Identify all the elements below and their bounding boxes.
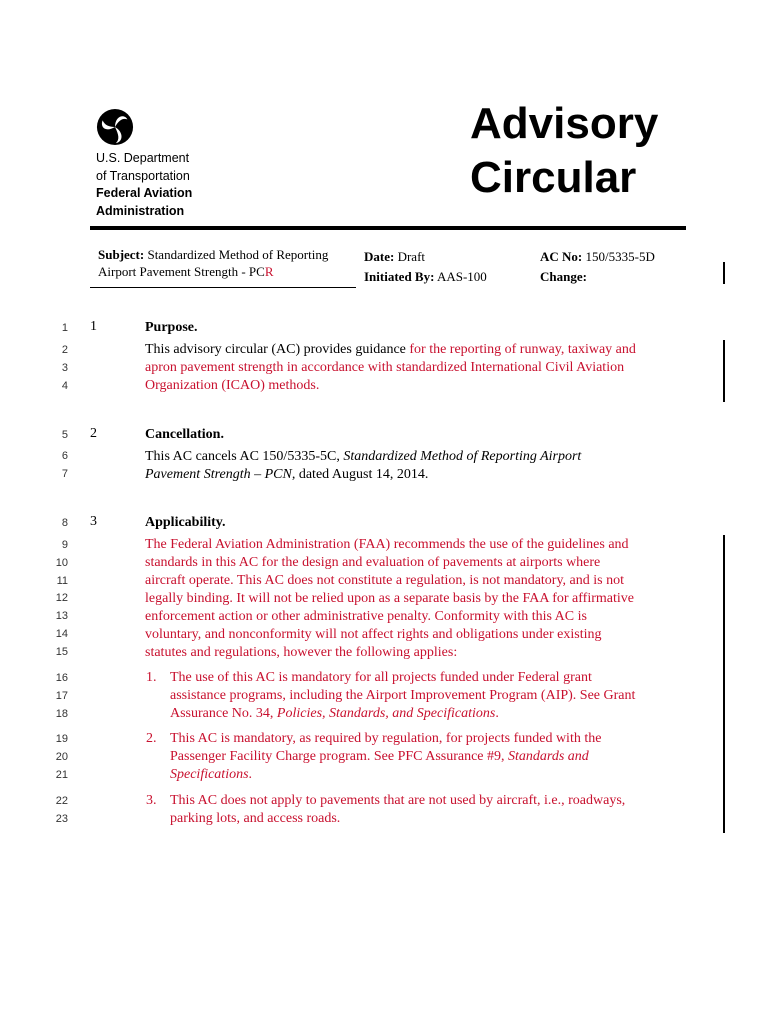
section-heading: Applicability. bbox=[145, 515, 226, 530]
list-item bbox=[146, 730, 685, 784]
line-number: 10 bbox=[55, 557, 68, 569]
line-number: 22 bbox=[55, 795, 68, 807]
line-number: 11 bbox=[56, 575, 68, 587]
applicability-line: legally binding. It will not be relied upon as a separate basis by the FAA for affirmative bbox=[145, 591, 634, 606]
line-number: 23 bbox=[55, 813, 68, 825]
line-number: 6 bbox=[61, 450, 68, 462]
agency-line-4: Administration bbox=[96, 203, 185, 218]
subject-text-2-revision: R bbox=[264, 264, 274, 279]
section-heading: Cancellation. bbox=[145, 427, 224, 442]
ac-block bbox=[540, 247, 655, 287]
change-bar bbox=[723, 535, 725, 833]
dot-triskelion-icon bbox=[96, 108, 134, 146]
applicability-line: standards in this AC for the design and evaluation of pavements at airports where bbox=[145, 555, 601, 570]
list-item-title: Standards and bbox=[508, 749, 589, 764]
line-number: 21 bbox=[55, 769, 68, 781]
cancellation-text-2: dated August 14, 2014. bbox=[295, 467, 429, 482]
section-number: 1 bbox=[90, 319, 97, 334]
subject-label: Subject: bbox=[98, 247, 145, 262]
list-item-line: assistance programs, including the Airport Improvement Program (AIP). See Grant bbox=[170, 688, 636, 703]
applicability-paragraph bbox=[145, 536, 685, 662]
date-value: Draft bbox=[397, 249, 426, 264]
line-number: 20 bbox=[55, 751, 68, 763]
purpose-text-2: apron pavement strength in accordance with standardized International Civil Aviation bbox=[145, 360, 625, 375]
purpose-text-3: Organization (ICAO) methods. bbox=[145, 378, 320, 393]
change-bar bbox=[723, 262, 725, 284]
subject-block bbox=[98, 246, 353, 280]
line-number: 14 bbox=[55, 628, 68, 640]
applicability-line: voluntary, and nonconformity will not affect rights and obligations under existing bbox=[145, 627, 602, 642]
list-item-number: 3. bbox=[146, 793, 157, 808]
section-number: 3 bbox=[90, 514, 97, 529]
agency-name bbox=[96, 150, 192, 220]
list-item bbox=[146, 792, 685, 828]
list-item-punct: . bbox=[248, 767, 253, 782]
line-number: 17 bbox=[55, 690, 68, 702]
applicability-line: aircraft operate. This AC does not constitute a regulation, is not mandatory, and is not bbox=[145, 573, 625, 588]
list-item-line: This AC does not apply to pavements that are not used by aircraft, i.e., roadways, bbox=[170, 793, 626, 808]
line-number: 18 bbox=[55, 708, 68, 720]
ac-value: 150/5335-5D bbox=[585, 249, 655, 264]
line-number: 2 bbox=[61, 344, 68, 356]
header-rule bbox=[90, 226, 686, 230]
list-item-line: parking lots, and access roads. bbox=[170, 811, 341, 826]
line-number: 7 bbox=[61, 468, 68, 480]
applicability-line: The Federal Aviation Administration (FAA) recommends the use of the guidelines and bbox=[145, 537, 629, 552]
section-number: 2 bbox=[90, 426, 97, 441]
subject-underline bbox=[90, 287, 356, 288]
date-label: Date: bbox=[364, 249, 395, 264]
list-item-line: This AC is mandatory, as required by regulation, for projects funded with the bbox=[170, 731, 602, 746]
line-number: 15 bbox=[55, 646, 68, 658]
list-item-title: Specifications bbox=[170, 767, 249, 782]
line-number: 1 bbox=[61, 322, 68, 334]
list-item-line: Passenger Facility Charge program. See PFC Assurance #9, bbox=[170, 749, 509, 764]
purpose-text-1-revision: for the reporting of runway, taxiway and bbox=[409, 342, 636, 357]
document-title bbox=[470, 97, 658, 205]
date-block bbox=[364, 247, 487, 287]
subject-text-1: Standardized Method of Reporting bbox=[147, 247, 329, 262]
line-number: 4 bbox=[61, 380, 68, 392]
list-item-line: The use of this AC is mandatory for all projects funded under Federal grant bbox=[170, 670, 592, 685]
section-heading: Purpose. bbox=[145, 320, 198, 335]
list-item bbox=[146, 669, 685, 723]
ac-label: AC No: bbox=[540, 249, 583, 264]
cancellation-text-1: This AC cancels AC 150/5335-5C, bbox=[145, 449, 344, 464]
line-number: 19 bbox=[55, 733, 68, 745]
line-number: 8 bbox=[61, 517, 68, 529]
purpose-text-1: This advisory circular (AC) provides guidance bbox=[145, 342, 410, 357]
line-number: 13 bbox=[55, 610, 68, 622]
applicability-line: enforcement action or other administrative penalty. Conformity with this AC is bbox=[145, 609, 587, 624]
applicability-line: statutes and regulations, however the following applies: bbox=[145, 645, 458, 660]
title-line-2: Circular bbox=[470, 153, 637, 202]
line-number: 12 bbox=[55, 592, 68, 604]
cancellation-title-2: Pavement Strength – PCN, bbox=[145, 467, 296, 482]
agency-line-3: Federal Aviation bbox=[96, 186, 193, 200]
initiated-label: Initiated By: bbox=[364, 269, 435, 284]
cancellation-title-1: Standardized Method of Reporting Airport bbox=[343, 449, 582, 464]
list-item-line: Assurance No. 34, bbox=[170, 706, 277, 721]
line-number: 9 bbox=[61, 539, 68, 551]
line-number: 3 bbox=[61, 362, 68, 374]
change-bar bbox=[723, 340, 725, 402]
list-item-punct: . bbox=[495, 706, 499, 721]
agency-line-2: of Transportation bbox=[96, 168, 190, 183]
line-number: 16 bbox=[55, 672, 68, 684]
list-item-number: 2. bbox=[146, 731, 157, 746]
line-number: 5 bbox=[61, 429, 68, 441]
list-item-number: 1. bbox=[146, 670, 157, 685]
section-purpose bbox=[145, 319, 685, 395]
change-label: Change: bbox=[540, 269, 587, 284]
agency-line-1: U.S. Department bbox=[96, 151, 190, 165]
subject-text-2: Airport Pavement Strength - PC bbox=[98, 264, 265, 279]
section-cancellation bbox=[145, 426, 685, 484]
list-item-title: Policies, Standards, and Specifications bbox=[276, 706, 496, 721]
title-line-1: Advisory bbox=[470, 99, 659, 148]
initiated-value: AAS-100 bbox=[436, 269, 487, 284]
section-applicability bbox=[145, 514, 685, 662]
